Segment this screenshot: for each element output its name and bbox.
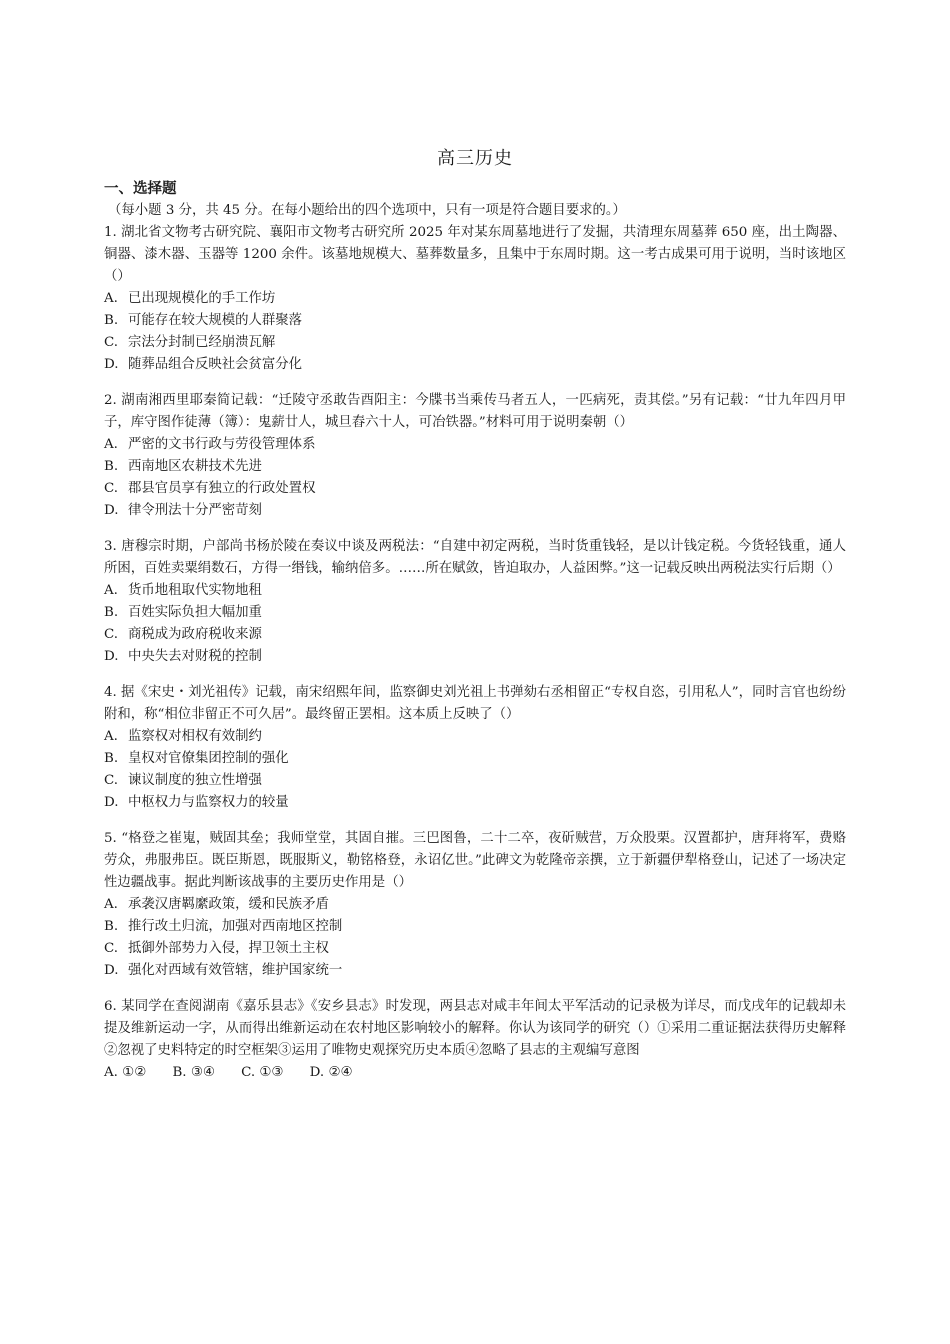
question-stem: 1. 湖北省文物考古研究院、襄阳市文物考古研究所 2025 年对某东周墓地进行了发掘，共清理东周墓葬 650 座，出土陶器、铜器、漆木器、玉器等 1200 余件。该墓地规模大、墓葬数量多，且集中于东周时期。这一考古成果可用于说明，当时该地区（）	[104, 225, 846, 284]
option-d: D. 律令刑法十分严密苛刻	[104, 503, 262, 518]
page-title: 高三历史	[437, 148, 513, 169]
option-c: C. 抵御外部势力入侵，捍卫领土主权	[104, 941, 329, 956]
question-3	[104, 536, 846, 668]
question-5	[104, 828, 846, 982]
option-list	[104, 894, 846, 982]
option-b: B. 皇权对官僚集团控制的强化	[104, 751, 289, 766]
option-list	[104, 726, 846, 814]
option-c: C. 郡县官员享有独立的行政处置权	[104, 481, 316, 496]
option-a: A. 监察权对相权有效制约	[104, 729, 262, 744]
question-stem: 5. “格登之崔嵬，贼固其垒；我师堂堂，其固自摧。三巴图鲁，二十二卒，夜斫贼营，万众股栗。汉置都护，唐拜将军，费赂劳众，弗服弗臣。既臣斯恩，既服斯义，勒铭格登，永诏亿世。”此碑文为乾隆帝亲撰，立于新疆伊犁格登山，记述了一场决定性边疆战事。据此判断该战事的主要历史作用是（）	[104, 831, 846, 890]
question-stem: 6. 某同学在查阅湖南《嘉乐县志》《安乡县志》时发现，两县志对咸丰年间太平军活动的记录极为详尽，而戊戌年的记载却未提及维新运动一字，从而得出维新运动在农村地区影响较小的解释。你认为该同学的研究（）①采用二重证据法获得历史解释②忽视了史料特定的时空框架③运用了唯物史观探究历史本质④忽略了县志的主观编写意图	[104, 999, 846, 1058]
section-heading: 一、选择题	[104, 181, 177, 197]
option-d: D. 中央失去对财税的控制	[104, 649, 262, 664]
option-b: B. ③④	[172, 1065, 215, 1080]
option-d: D. 随葬品组合反映社会贫富分化	[104, 357, 303, 372]
option-list	[104, 288, 846, 376]
option-d: D. 强化对西域有效管辖，维护国家统一	[104, 963, 343, 978]
option-c: C. 商税成为政府税收来源	[104, 627, 262, 642]
section-instruction: （每小题 3 分，共 45 分。在每小题给出的四个选项中，只有一项是符合题目要求的。）	[108, 203, 626, 218]
option-a: A. 已出现规模化的手工作坊	[104, 291, 276, 306]
question-2	[104, 390, 846, 522]
option-a: A. 货币地租取代实物地租	[104, 583, 262, 598]
question-4	[104, 682, 846, 814]
question-1	[104, 222, 846, 376]
option-b: B. 可能存在较大规模的人群聚落	[104, 313, 303, 328]
question-stem: 4. 据《宋史・刘光祖传》记载，南宋绍熙年间，监察御史刘光祖上书弹劾右丞相留正“专权自恣，引用私人”，同时言官也纷纷附和，称“相位非留正不可久居”。最终留正罢相。这本质上反映了（）	[104, 685, 846, 722]
option-d: D. 中枢权力与监察权力的较量	[104, 795, 289, 810]
option-b: B. 百姓实际负担大幅加重	[104, 605, 262, 620]
option-c: C. 宗法分封制已经崩溃瓦解	[104, 335, 276, 350]
option-a: A. 严密的文书行政与劳役管理体系	[104, 437, 316, 452]
question-stem: 2. 湖南湘西里耶秦简记载：“迁陵守丞敢告酉阳主：今牒书当乘传马者五人，一匹病死，责其偿。”另有记载：“廿九年四月甲子，库守图作徒薄（簿）：鬼薪廿人，城旦舂六十人，可冶铁器。”材料可用于说明秦朝（）	[104, 393, 846, 430]
question-stem: 3. 唐穆宗时期，户部尚书杨於陵在奏议中谈及两税法：“自建中初定两税，当时货重钱轻，是以计钱定税。今货轻钱重，通人所困，百姓卖粟绢数石，方得一缗钱，输纳倍多。……所在赋敛，皆迫取办，人益困弊。”这一记载反映出两税法实行后期（）	[104, 539, 846, 576]
inline-option-list	[104, 1062, 846, 1084]
option-c: C. ①③	[241, 1065, 284, 1080]
option-a: A. 承袭汉唐羁縻政策，缓和民族矛盾	[104, 897, 329, 912]
question-6	[104, 996, 846, 1084]
option-b: B. 西南地区农耕技术先进	[104, 459, 262, 474]
option-c: C. 谏议制度的独立性增强	[104, 773, 262, 788]
option-a: A. ①②	[104, 1065, 147, 1080]
option-b: B. 推行改土归流，加强对西南地区控制	[104, 919, 343, 934]
option-list	[104, 580, 846, 668]
option-d: D. ②④	[309, 1065, 353, 1080]
option-list	[104, 434, 846, 522]
